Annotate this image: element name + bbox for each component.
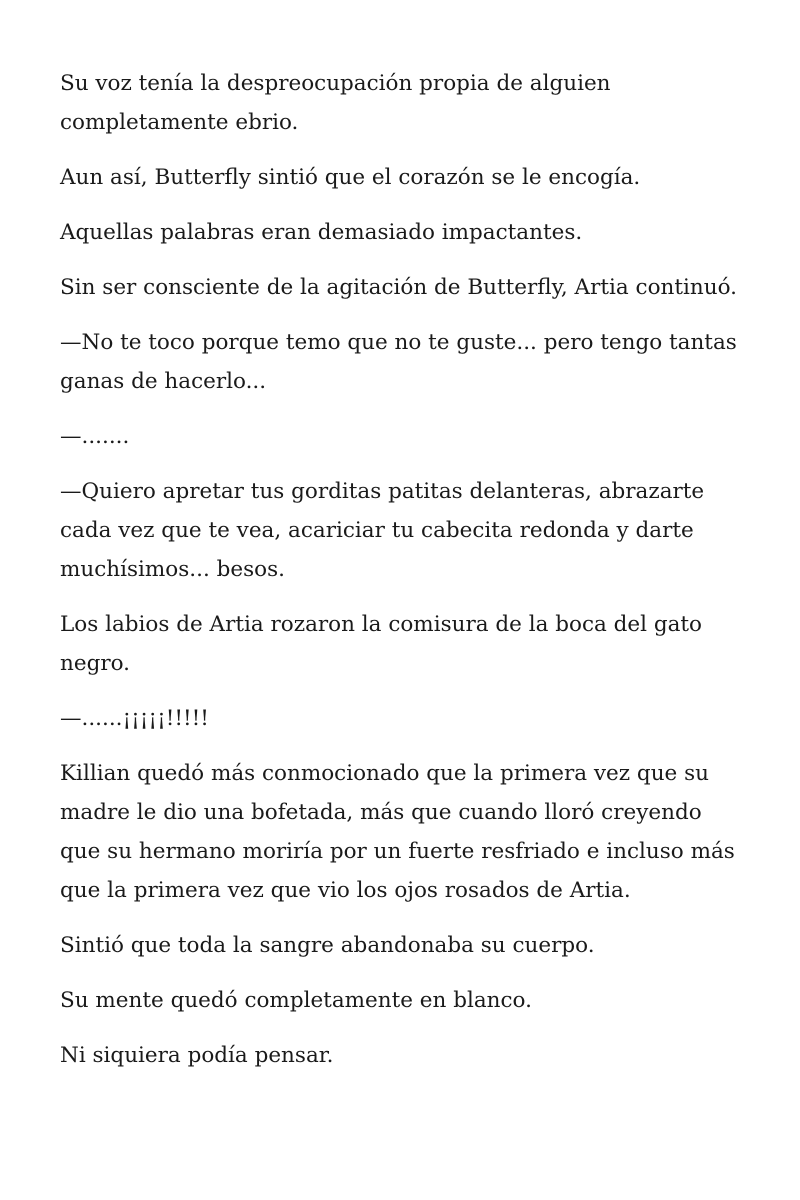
paragraph: Ni siquiera podía pensar. (60, 1043, 334, 1068)
paragraph: Sin ser consciente de la agitación de Butterfly, Artia continuó. (60, 275, 737, 300)
paragraph: Aquellas palabras eran demasiado impactantes. (60, 220, 583, 245)
paragraph: —No te toco porque temo que no te guste... pero tengo tantas ganas de hacerlo... (60, 330, 737, 394)
paragraph: Killian quedó más conmocionado que la primera vez que su madre le dio una bofetada, más que cuando lloró creyendo que su hermano moriría por un fuerte resfriado e incluso más que la primera vez que vio los ojos rosados de Artia. (60, 761, 735, 903)
paragraph: Sintió que toda la sangre abandonaba su cuerpo. (60, 933, 595, 958)
paragraph: —....... (60, 424, 130, 449)
paragraph: Su mente quedó completamente en blanco. (60, 988, 532, 1013)
paragraph: —Quiero apretar tus gorditas patitas delanteras, abrazarte cada vez que te vea, acariciar tu cabecita redonda y darte muchísimos... besos. (60, 479, 705, 582)
paragraph: Los labios de Artia rozaron la comisura de la boca del gato negro. (60, 612, 702, 676)
paragraph: Su voz tenía la despreocupación propia de alguien completamente ebrio. (60, 71, 611, 135)
paragraph: Aun así, Butterfly sintió que el corazón se le encogía. (60, 165, 641, 190)
paragraph: —......¡¡¡¡¡!!!!! (60, 706, 209, 731)
